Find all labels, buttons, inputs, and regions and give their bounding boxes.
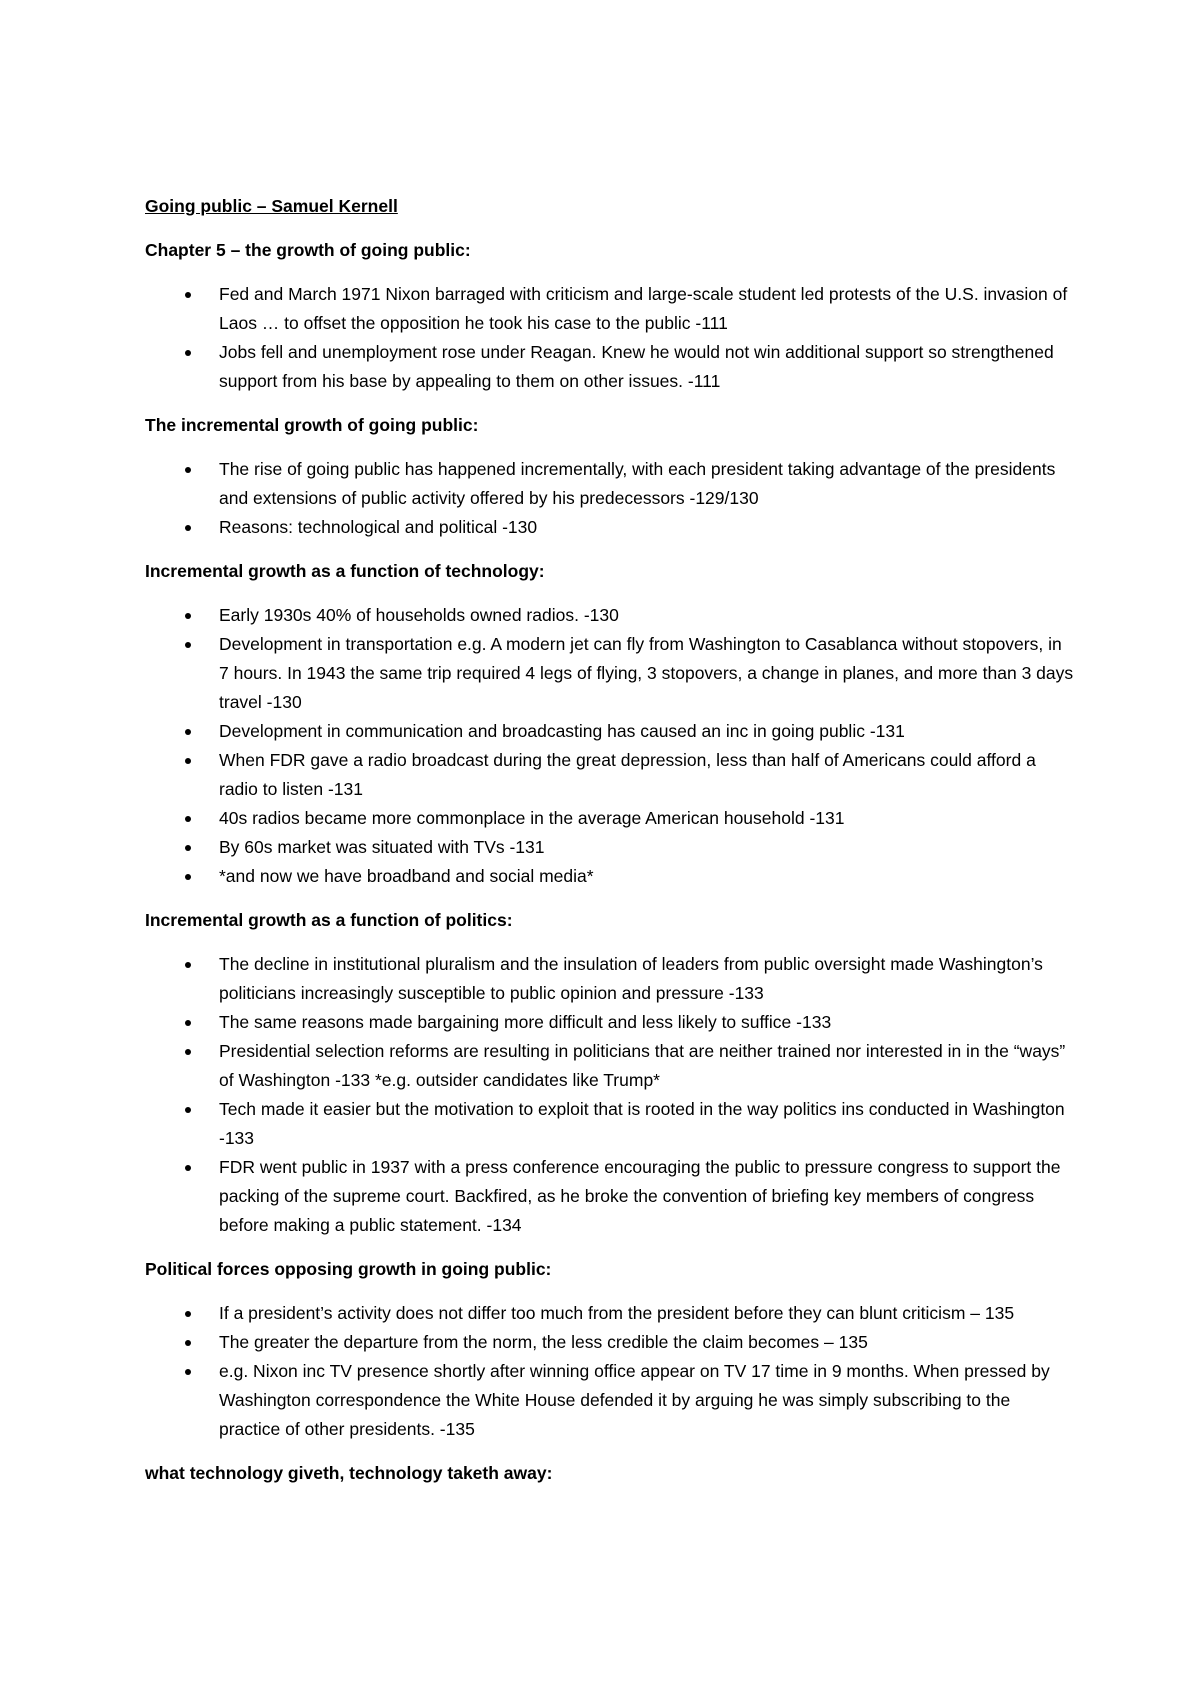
list-item — [145, 746, 1075, 804]
bullet-icon — [185, 845, 191, 851]
bullet-list — [145, 950, 1075, 1240]
section-heading: Political forces opposing growth in going public: — [145, 1259, 552, 1279]
document-title: Going public – Samuel Kernell — [145, 196, 398, 216]
list-item-text: Fed and March 1971 Nixon barraged with criticism and large-scale student led protests of the U.S. invasion of Laos … to offset the opposition he took his case to the public -111 — [219, 284, 1068, 333]
list-item — [145, 950, 1075, 1008]
list-item-text: *and now we have broadband and social media* — [219, 866, 594, 886]
section-technology-giveth — [145, 1459, 1075, 1488]
list-item-text: Development in communication and broadcasting has caused an inc in going public -131 — [219, 721, 905, 741]
bullet-icon — [185, 613, 191, 619]
list-item-text: e.g. Nixon inc TV presence shortly after winning office appear on TV 17 time in 9 months. When pressed by Washington correspondence the White House defended it by arguing he was simply subscribing to the practice of other presidents. -135 — [219, 1361, 1050, 1439]
section-incremental-growth — [145, 411, 1075, 542]
list-item — [145, 1357, 1075, 1444]
bullet-icon — [185, 874, 191, 880]
list-item-text: When FDR gave a radio broadcast during the great depression, less than half of Americans could afford a radio to listen -131 — [219, 750, 1036, 799]
bullet-icon — [185, 467, 191, 473]
bullet-icon — [185, 1340, 191, 1346]
bullet-icon — [185, 1049, 191, 1055]
bullet-icon — [185, 525, 191, 531]
list-item — [145, 601, 1075, 630]
list-item — [145, 833, 1075, 862]
section-politics — [145, 906, 1075, 1240]
bullet-list — [145, 455, 1075, 542]
bullet-list — [145, 1299, 1075, 1444]
list-item-text: If a president’s activity does not differ too much from the president before they can blunt criticism – 135 — [219, 1303, 1015, 1323]
section-heading: Incremental growth as a function of politics: — [145, 910, 513, 930]
bullet-icon — [185, 1369, 191, 1375]
list-item-text: 40s radios became more commonplace in the average American household -131 — [219, 808, 845, 828]
list-item-text: Early 1930s 40% of households owned radios. -130 — [219, 605, 619, 625]
list-item — [145, 513, 1075, 542]
bullet-icon — [185, 729, 191, 735]
list-item-text: Presidential selection reforms are resulting in politicians that are neither trained nor interested in in the “ways” of Washington -133 *e.g. outsider candidates like Trump* — [219, 1041, 1066, 1090]
section-heading: The incremental growth of going public: — [145, 415, 479, 435]
bullet-icon — [185, 962, 191, 968]
list-item — [145, 280, 1075, 338]
list-item — [145, 804, 1075, 833]
list-item-text: FDR went public in 1937 with a press conference encouraging the public to pressure congress to support the packing of the supreme court. Backfired, as he broke the convention of briefing key members of congress before making a public statement. -134 — [219, 1157, 1061, 1235]
section-heading: Incremental growth as a function of technology: — [145, 561, 545, 581]
bullet-icon — [185, 1165, 191, 1171]
section-chapter-5 — [145, 236, 1075, 396]
bullet-list — [145, 601, 1075, 891]
section-heading: what technology giveth, technology taketh away: — [145, 1463, 553, 1483]
bullet-icon — [185, 1107, 191, 1113]
list-item-text: The rise of going public has happened incrementally, with each president taking advantage of the presidents and extensions of public activity offered by his predecessors -129/130 — [219, 459, 1056, 508]
list-item-text: Jobs fell and unemployment rose under Reagan. Knew he would not win additional support so strengthened support from his base by appealing to them on other issues. -111 — [219, 342, 1054, 391]
list-item — [145, 717, 1075, 746]
list-item-text: By 60s market was situated with TVs -131 — [219, 837, 545, 857]
list-item — [145, 862, 1075, 891]
list-item-text: Development in transportation e.g. A modern jet can fly from Washington to Casablanca without stopovers, in 7 hours. In 1943 the same trip required 4 legs of flying, 3 stopovers, a change in planes, and more than 3 days travel -130 — [219, 634, 1074, 712]
bullet-icon — [185, 642, 191, 648]
list-item — [145, 1037, 1075, 1095]
section-technology — [145, 557, 1075, 891]
bullet-icon — [185, 350, 191, 356]
list-item — [145, 455, 1075, 513]
list-item — [145, 338, 1075, 396]
list-item-text: Reasons: technological and political -130 — [219, 517, 538, 537]
list-item — [145, 630, 1075, 717]
list-item — [145, 1095, 1075, 1153]
section-heading: Chapter 5 – the growth of going public: — [145, 240, 471, 260]
list-item-text: Tech made it easier but the motivation to exploit that is rooted in the way politics ins conducted in Washington -133 — [219, 1099, 1065, 1148]
section-opposing-forces — [145, 1255, 1075, 1444]
list-item — [145, 1153, 1075, 1240]
list-item — [145, 1008, 1075, 1037]
list-item-text: The decline in institutional pluralism and the insulation of leaders from public oversight made Washington’s politicians increasingly susceptible to public opinion and pressure -133 — [219, 954, 1043, 1003]
bullet-icon — [185, 816, 191, 822]
bullet-icon — [185, 292, 191, 298]
document-page — [145, 192, 1075, 1503]
bullet-icon — [185, 1311, 191, 1317]
list-item-text: The same reasons made bargaining more difficult and less likely to suffice -133 — [219, 1012, 832, 1032]
bullet-icon — [185, 1020, 191, 1026]
bullet-list — [145, 280, 1075, 396]
list-item-text: The greater the departure from the norm, the less credible the claim becomes – 135 — [219, 1332, 868, 1352]
bullet-icon — [185, 758, 191, 764]
list-item — [145, 1328, 1075, 1357]
list-item — [145, 1299, 1075, 1328]
